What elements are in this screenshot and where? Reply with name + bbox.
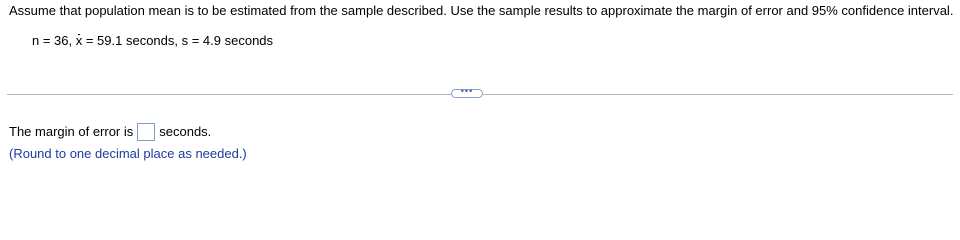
answer-suffix-label: seconds. xyxy=(159,124,212,139)
given-values xyxy=(32,32,273,50)
rounding-hint: (Round to one decimal place as needed.) xyxy=(9,146,247,161)
question-text: Assume that population mean is to be estimated from the sample described. Use the sample results to approximate the margin of error and 95% confidence interval. xyxy=(9,3,954,18)
x-bar-symbol: x xyxy=(75,33,83,48)
margin-of-error-input[interactable] xyxy=(137,123,155,141)
expand-more-button[interactable] xyxy=(451,86,483,98)
sample-size-text: n = 36, xyxy=(32,33,76,48)
more-dots-icon: ••• xyxy=(460,86,474,96)
answer-row xyxy=(9,122,211,142)
answer-prefix-label: The margin of error is xyxy=(9,124,134,139)
sample-stats-text: = 59.1 seconds, s = 4.9 seconds xyxy=(82,33,274,48)
